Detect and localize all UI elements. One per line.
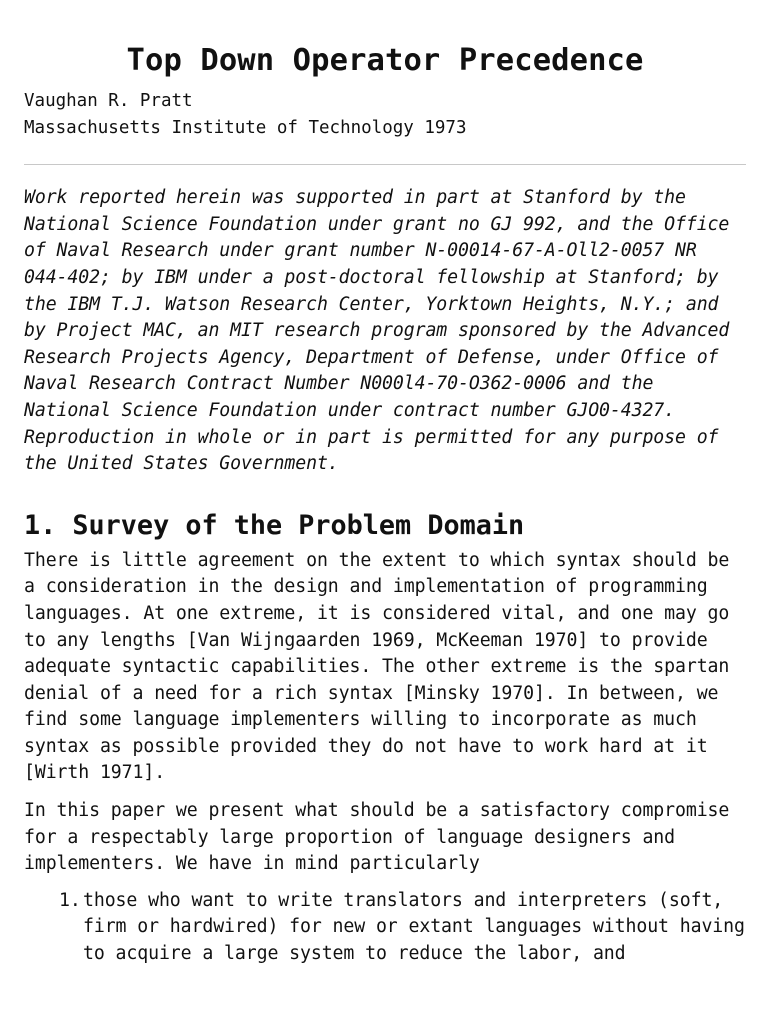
list-item (24, 888, 746, 968)
numbered-list (24, 888, 746, 968)
body-paragraph: There is little agreement on the extent to which syntax should be a consideration in the design and implementation of programming languages. At one extreme, it is considered vital, and one may go to any lengths [Van Wijngaarden 1969, McKeeman 1970] to provide adequate syntactic capabilities. The other extreme is the spartan denial of a need for a rich syntax [Minsky 1970]. In between, we find some language implementers willing to incorporate as much syntax as possible provided they do not have to work hard at it [Wirth 1971]. (24, 549, 730, 784)
body-paragraph: In this paper we present what should be a satisfactory compromise for a respectably large proportion of language designers and implementers. We have in mind particularly (24, 800, 730, 875)
funding-note: Work reported herein was supported in part at Stanford by the National Science Foundation under grant no GJ 992, and the Office of Naval Research under grant number N-00014-67-A-Oll2-0057 NR 044-402; by IBM under a post-doctoral fellowship at Stanford; by the IBM T.J. Watson Research Center, Yorktown Heights, N.Y.; and by Project MAC, an MIT research program sponsored by the Advanced Research Projects Agency, Department of Defense, under Office of Naval Research Contract Number N000l4-70-O362-0006 and the National Science Foundation under contract number GJO0-4327. Reproduction in whole or in part is permitted for any purpose of the United States Government. (24, 187, 730, 475)
document-page (24, 0, 746, 968)
horizontal-rule (24, 164, 746, 165)
author-block (24, 88, 746, 141)
author-name: Vaughan R. Pratt (24, 91, 193, 111)
list-item-number: 1. (59, 889, 81, 911)
list-item-text: those who want to write translators and interpreters (soft, firm or hardwired) for new or extant languages without having to acquire a large system to reduce the labor, and (83, 889, 745, 965)
paper-title: Top Down Operator Precedence (126, 43, 644, 78)
author-affiliation: Massachusetts Institute of Technology 1973 (24, 117, 467, 138)
section-heading: 1. Survey of the Problem Domain (24, 509, 525, 541)
